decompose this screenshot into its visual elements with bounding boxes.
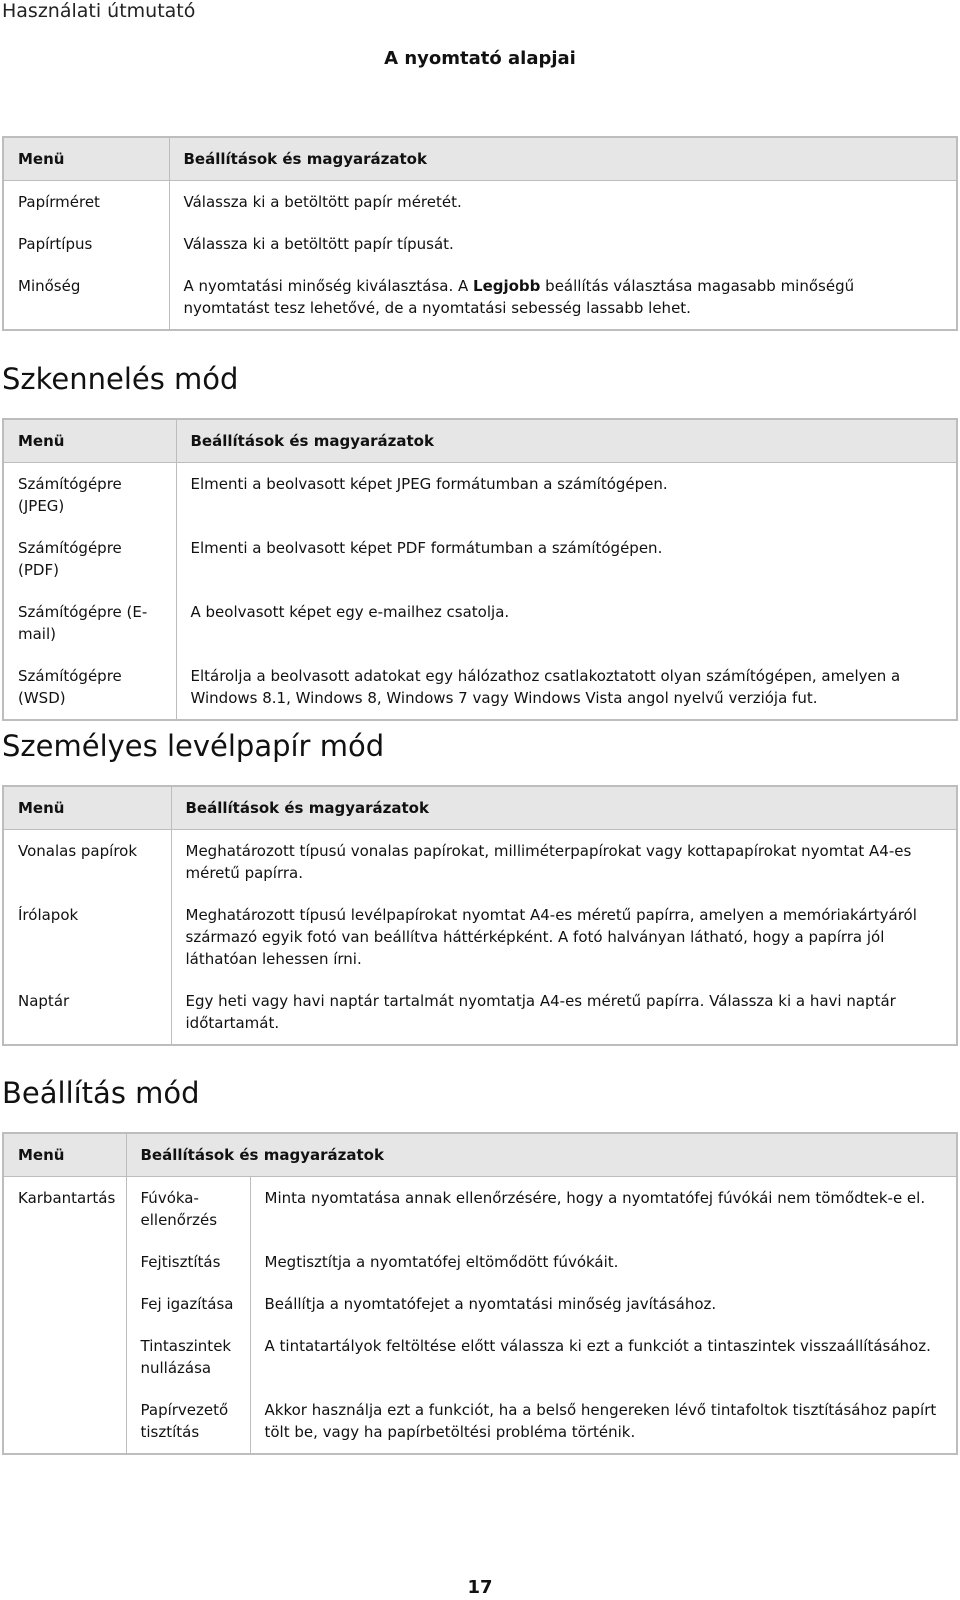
submenu-cell: Tintaszintek nullázása [126, 1325, 250, 1389]
column-header-menu: Menü [3, 1133, 126, 1177]
table-header-row [3, 1133, 957, 1177]
menu-cell: Papírtípus [3, 223, 169, 265]
menu-cell: Számítógépre (WSD) [3, 655, 176, 720]
table-row [3, 265, 957, 330]
menu-cell: Naptár [3, 980, 171, 1045]
description-text: A nyomtatási minőség kiválasztása. A [183, 277, 474, 295]
scan-mode-table [2, 418, 958, 721]
description-text: beállítás választása magasabb minőségű nyomtatást tesz lehetővé, de a nyomtatási sebesség lassabb lehet. [183, 277, 855, 317]
document-title: Használati útmutató [2, 0, 196, 22]
section-title-scan-mode: Szkennelés mód [2, 362, 239, 396]
menu-cell: Vonalas papírok [3, 830, 171, 895]
description-cell: Beállítja a nyomtatófejet a nyomtatási minőség javításához. [250, 1283, 957, 1325]
table-row [3, 181, 957, 224]
submenu-cell: Fej igazítása [126, 1283, 250, 1325]
chapter-title: A nyomtató alapjai [384, 48, 576, 69]
description-cell: Meghatározott típusú levélpapírokat nyomtat A4-es méretű papírra, amelyen a memóriakártyáról származó egyik fotó van beállítva háttérképként. A fotó halványan látható, hogy a papírra jól láthatóan lehessen írni. [171, 894, 957, 980]
menu-cell: Írólapok [3, 894, 171, 980]
description-cell: Meghatározott típusú vonalas papírokat, milliméterpapírokat vagy kottapapírokat nyomtat A4-es méretű papírra. [171, 830, 957, 895]
setup-mode-table [2, 1132, 958, 1455]
menu-cell: Számítógépre (E-mail) [3, 591, 176, 655]
group-cell-maintenance: Karbantartás [3, 1177, 126, 1455]
stationery-mode-table [2, 785, 958, 1046]
description-cell [169, 265, 957, 330]
section-title-stationery-mode: Személyes levélpapír mód [2, 729, 385, 763]
table-row [3, 1325, 957, 1389]
description-cell: Akkor használja ezt a funkciót, ha a belső hengereken lévő tintafoltok tisztításához papírt tölt be, vagy ha papírbetöltési probléma történik. [250, 1389, 957, 1454]
table-row [3, 527, 957, 591]
description-cell: Válassza ki a betöltött papír méretét. [169, 181, 957, 224]
submenu-cell: Fejtisztítás [126, 1241, 250, 1283]
description-cell: Elmenti a beolvasott képet PDF formátumban a számítógépen. [176, 527, 957, 591]
column-header-menu: Menü [3, 137, 169, 181]
column-header-settings: Beállítások és magyarázatok [169, 137, 957, 181]
submenu-cell: Fúvóka-ellenőrzés [126, 1177, 250, 1242]
table-row [3, 1389, 957, 1454]
table-header-row [3, 137, 957, 181]
submenu-cell: Papírvezető tisztítás [126, 1389, 250, 1454]
menu-cell: Számítógépre (JPEG) [3, 463, 176, 528]
table-row [3, 980, 957, 1045]
description-cell: Egy heti vagy havi naptár tartalmát nyomtatja A4-es méretű papírra. Válassza ki a havi naptár időtartamát. [171, 980, 957, 1045]
description-cell: A tintatartályok feltöltése előtt válassza ki ezt a funkciót a tintaszintek visszaállításához. [250, 1325, 957, 1389]
description-cell: Elmenti a beolvasott képet JPEG formátumban a számítógépen. [176, 463, 957, 528]
page-number: 17 [467, 1577, 493, 1598]
table-row [3, 894, 957, 980]
description-cell: Válassza ki a betöltött papír típusát. [169, 223, 957, 265]
table-row [3, 463, 957, 528]
print-settings-table [2, 136, 958, 331]
column-header-menu: Menü [3, 786, 171, 830]
column-header-menu: Menü [3, 419, 176, 463]
table-row [3, 591, 957, 655]
table-header-row [3, 786, 957, 830]
table-row [3, 1283, 957, 1325]
description-cell: Eltárolja a beolvasott adatokat egy hálózathoz csatlakoztatott olyan számítógépen, amelyen a Windows 8.1, Windows 8, Windows 7 vagy Windows Vista angol nyelvű verziója fut. [176, 655, 957, 720]
menu-cell: Papírméret [3, 181, 169, 224]
menu-cell: Számítógépre (PDF) [3, 527, 176, 591]
description-cell: A beolvasott képet egy e-mailhez csatolja. [176, 591, 957, 655]
table-row [3, 1177, 957, 1242]
menu-cell: Minőség [3, 265, 169, 330]
column-header-settings: Beállítások és magyarázatok [126, 1133, 957, 1177]
table-header-row [3, 419, 957, 463]
table-row [3, 655, 957, 720]
section-title-setup-mode: Beállítás mód [2, 1076, 200, 1110]
column-header-settings: Beállítások és magyarázatok [171, 786, 957, 830]
setting-name-bold: Legjobb [473, 277, 541, 295]
description-cell: Minta nyomtatása annak ellenőrzésére, hogy a nyomtatófej fúvókái nem tömődtek-e el. [250, 1177, 957, 1242]
table-row [3, 830, 957, 895]
table-row [3, 1241, 957, 1283]
column-header-settings: Beállítások és magyarázatok [176, 419, 957, 463]
description-cell: Megtisztítja a nyomtatófej eltömődött fúvókáit. [250, 1241, 957, 1283]
table-row [3, 223, 957, 265]
